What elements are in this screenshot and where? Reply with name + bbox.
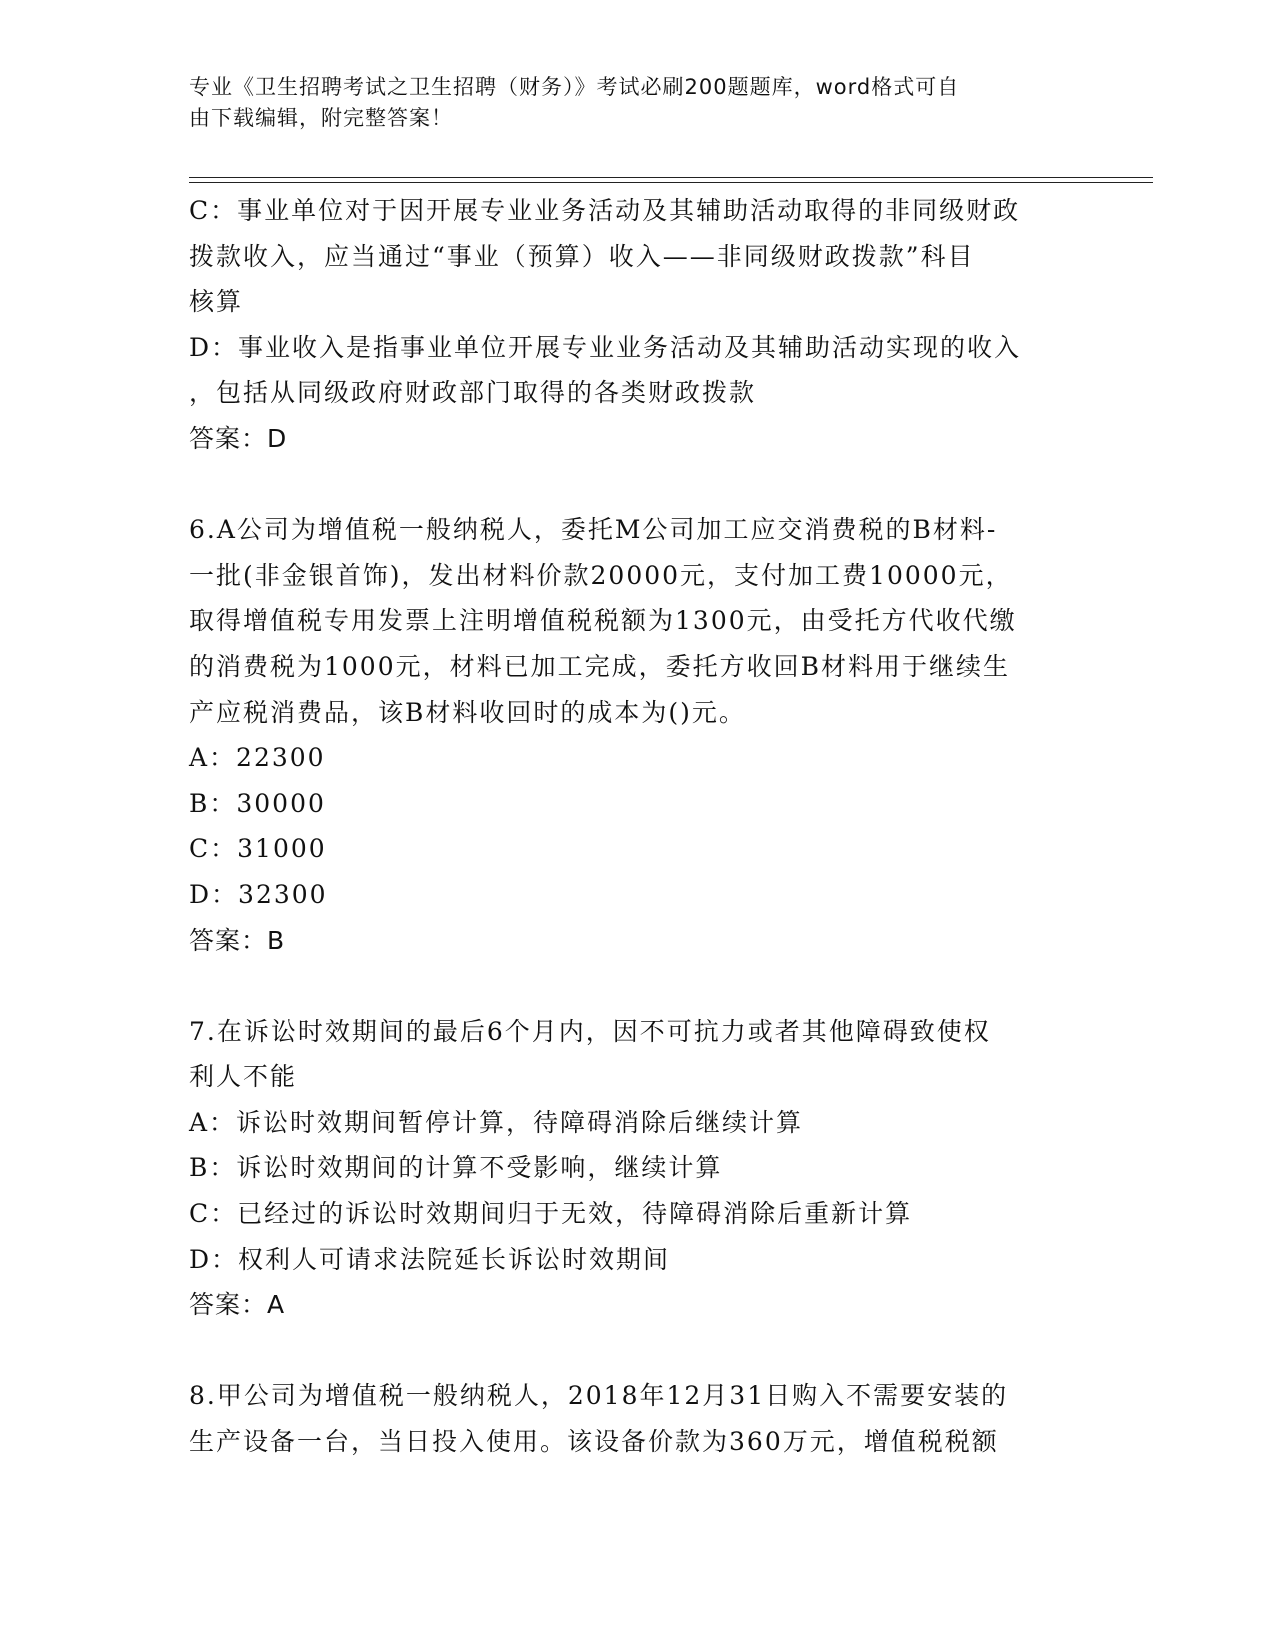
question-6-option-d: D：32300 (189, 879, 328, 909)
header-rule-bottom (189, 182, 1153, 183)
question-7-option-a: A：诉讼时效期间暂停计算，待障碍消除后继续计算 (189, 1107, 804, 1137)
header-line-2: 由下载编辑，附完整答案！ (189, 106, 453, 130)
question-6-option-b: B：30000 (189, 788, 326, 818)
document-header (189, 72, 1069, 134)
option-d-line-2: ，包括从同级政府财政部门取得的各类财政拨款 (189, 378, 757, 408)
question-7-option-b: B：诉讼时效期间的计算不受影响，继续计算 (189, 1153, 723, 1183)
question-7-option-d: D：权利人可请求法院延长诉讼时效期间 (189, 1244, 671, 1274)
question-6-line-4: 的消费税为1000元，材料已加工完成，委托方收回B材料用于继续生 (189, 651, 1010, 681)
question-6 (189, 507, 1079, 963)
question-6-line-3: 取得增值税专用发票上注明增值税税额为1300元，由受托方代收代缴 (189, 606, 1017, 636)
question-7 (189, 1009, 1079, 1328)
question-7-line-1: 7.在诉讼时效期间的最后6个月内，因不可抗力或者其他障碍致使权 (189, 1016, 991, 1046)
question-6-line-5: 产应税消费品，该B材料收回时的成本为()元。 (189, 697, 746, 727)
answer-7: 答案：A (189, 1290, 286, 1320)
question-8-line-2: 生产设备一台，当日投入使用。该设备价款为360万元，增值税税额 (189, 1427, 999, 1457)
option-c-line-2: 拨款收入，应当通过“事业（预算）收入——非同级财政拨款”科目 (189, 241, 975, 271)
header-line-1: 专业《卫生招聘考试之卫生招聘（财务）》考试必刷200题题库，word格式可自 (189, 75, 960, 99)
document-content (189, 188, 1079, 1465)
question-6-option-a: A：22300 (189, 743, 326, 773)
question-6-line-1: 6.A公司为增值税一般纳税人，委托M公司加工应交消费税的B材料- (189, 515, 998, 545)
question-7-option-c: C：已经过的诉讼时效期间归于无效，待障碍消除后重新计算 (189, 1199, 913, 1229)
option-d-line-1: D：事业收入是指事业单位开展专业业务活动及其辅助活动实现的收入 (189, 332, 1022, 362)
question-6-line-2: 一批(非金银首饰)，发出材料价款20000元，支付加工费10000元， (189, 560, 1013, 590)
option-c-line-3: 核算 (189, 287, 244, 317)
question-5-continuation (189, 188, 1079, 462)
answer-5: 答案：D (189, 423, 288, 453)
question-8 (189, 1373, 1079, 1464)
question-6-option-c: C：31000 (189, 834, 327, 864)
option-c-line-1: C：事业单位对于因开展专业业务活动及其辅助活动取得的非同级财政 (189, 196, 1021, 225)
question-7-line-2: 利人不能 (189, 1062, 298, 1092)
answer-6: 答案：B (189, 925, 286, 955)
header-rule-top (189, 177, 1153, 178)
question-8-line-1: 8.甲公司为增值税一般纳税人，2018年12月31日购入不需要安装的 (189, 1381, 1009, 1411)
